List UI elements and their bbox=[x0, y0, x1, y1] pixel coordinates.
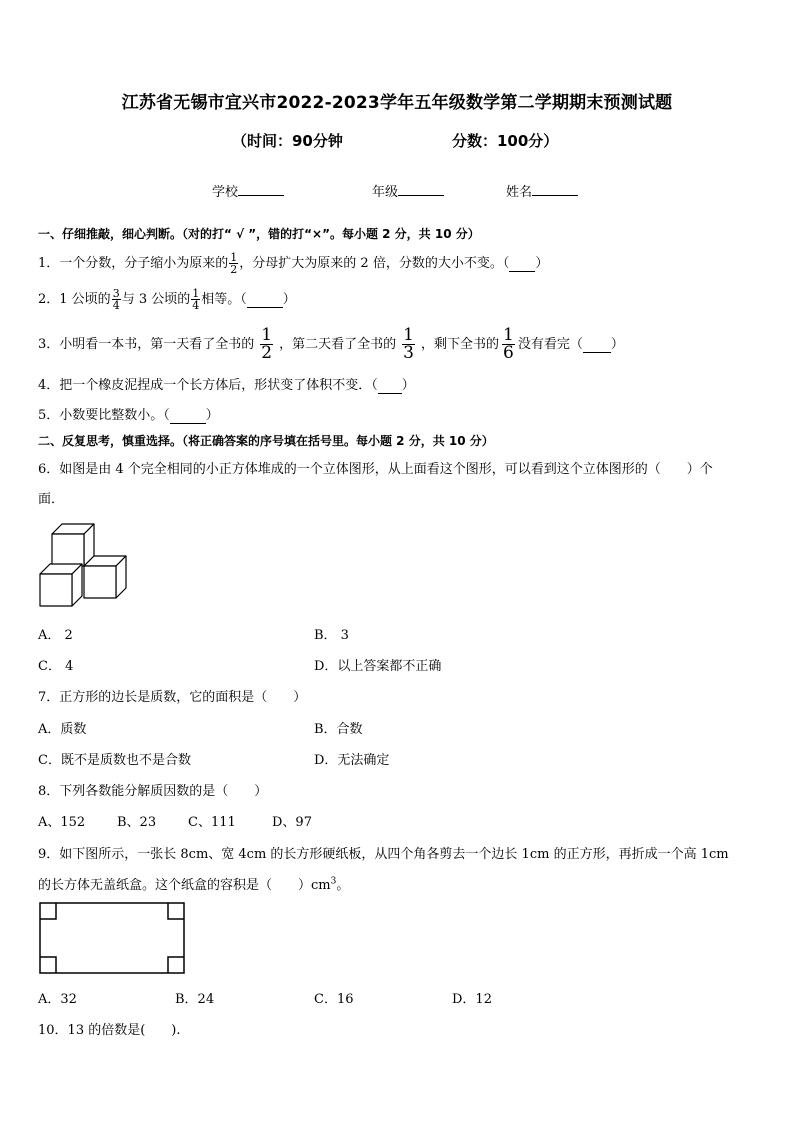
q8-option-c[interactable]: C、111 bbox=[188, 815, 236, 830]
q7-option-a[interactable]: A．质数 bbox=[38, 722, 87, 737]
q2-fraction-1 bbox=[112, 288, 121, 311]
question-10: 10．13 的倍数是( ). bbox=[38, 1023, 181, 1038]
q8-option-a[interactable]: A、152 bbox=[38, 815, 86, 830]
grade-label: 年级 bbox=[372, 185, 399, 200]
q3-fraction-3 bbox=[502, 327, 515, 362]
q3-text-b: ，第二天看了全书的 bbox=[279, 337, 397, 352]
exam-score: 分数：100分） bbox=[452, 132, 559, 150]
q2-text-b: 与 3 公顷的 bbox=[121, 292, 191, 307]
q1-denominator: 2 bbox=[230, 263, 238, 276]
cardboard-figure bbox=[38, 901, 188, 977]
q2-number: 2． bbox=[38, 292, 60, 307]
q3-f2-numerator: 1 bbox=[403, 325, 414, 345]
q4-text-end: ） bbox=[401, 378, 415, 393]
q2-f2-numerator: 1 bbox=[192, 287, 200, 300]
name-label: 姓名 bbox=[506, 185, 533, 200]
section1-heading: 一、仔细推敲，细心判断。（对的打“ √ ”，错的打“×”。每小题 2 分，共 10 分） bbox=[38, 227, 480, 241]
q5-answer-blank[interactable] bbox=[170, 408, 206, 424]
q3-text-c: ，剩下全书的 bbox=[420, 337, 499, 352]
q3-fraction-1 bbox=[260, 327, 273, 362]
school-blank[interactable] bbox=[238, 181, 284, 196]
cube-stack-figure bbox=[38, 522, 128, 610]
top-cube-front-face bbox=[52, 534, 84, 566]
question-5 bbox=[38, 404, 219, 424]
section2-heading: 二、反复思考，慎重选择。（将正确答案的序号填在括号里。每小题 2 分，共 10 分） bbox=[38, 434, 494, 448]
q6-option-d[interactable]: D．以上答案都不正确 bbox=[314, 659, 442, 674]
q1-fraction bbox=[229, 252, 238, 275]
q6-option-b[interactable]: B． 3 bbox=[314, 628, 349, 643]
left-cube-front-face bbox=[40, 574, 72, 606]
q3-number: 3． bbox=[38, 337, 60, 352]
exam-time: （时间：90分钟 bbox=[232, 132, 343, 150]
q3-f2-denominator: 3 bbox=[403, 343, 414, 363]
page-title: 江苏省无锡市宜兴市2022-2023学年五年级数学第二学期期末预测试题 bbox=[121, 93, 673, 113]
q5-text-end: ） bbox=[205, 408, 219, 423]
q3-text-a: 小明看一本书，第一天看了全书的 bbox=[59, 337, 255, 352]
q6-option-a[interactable]: A． 2 bbox=[38, 628, 73, 643]
question-3 bbox=[38, 327, 624, 362]
q7-option-c[interactable]: C．既不是质数也不是合数 bbox=[38, 753, 191, 768]
q8-option-d[interactable]: D、97 bbox=[272, 815, 312, 830]
q3-text-e: ） bbox=[610, 337, 624, 352]
corner-square-top-left bbox=[40, 903, 56, 919]
q2-answer-blank[interactable] bbox=[247, 292, 283, 308]
q4-number: 4． bbox=[38, 378, 60, 393]
q2-fraction-2 bbox=[191, 288, 200, 311]
q9-line-2-text: 的长方体无盖纸盒。这个纸盒的容积是（ ）cm bbox=[38, 878, 331, 893]
school-label: 学校 bbox=[212, 185, 239, 200]
grade-field bbox=[372, 181, 444, 200]
q9-option-b[interactable]: B．24 bbox=[175, 992, 215, 1007]
question-8: 8．下列各数能分解质因数的是（ ） bbox=[38, 784, 268, 799]
grade-blank[interactable] bbox=[398, 181, 444, 196]
q3-answer-blank[interactable] bbox=[583, 337, 611, 353]
q2-f1-denominator: 4 bbox=[112, 299, 120, 312]
q2-f2-denominator: 4 bbox=[192, 299, 200, 312]
q1-number: 1． bbox=[38, 256, 60, 271]
q9-option-c[interactable]: C．16 bbox=[314, 992, 354, 1007]
q1-answer-blank[interactable] bbox=[509, 256, 535, 272]
q9-unit-exponent: 3 bbox=[330, 876, 337, 887]
q5-number: 5． bbox=[38, 408, 60, 423]
q4-answer-blank[interactable] bbox=[378, 378, 402, 394]
question-2 bbox=[38, 288, 296, 311]
name-field bbox=[506, 181, 578, 200]
q6-line-1: 6．如图是由 4 个完全相同的小正方体堆成的一个立体图形，从上面看这个图形，可以看到这个立体图形的（ ）个 bbox=[38, 462, 713, 477]
question-4 bbox=[38, 374, 415, 394]
q2-text-a: 1 公顷的 bbox=[59, 292, 111, 307]
q1-text-a: 一个分数，分子缩小为原来的 bbox=[59, 256, 229, 271]
q2-f1-numerator: 3 bbox=[112, 287, 120, 300]
cardboard-outline bbox=[40, 903, 184, 973]
q1-text-b: ，分母扩大为原来的 2 倍，分数的大小不变。（ bbox=[239, 256, 510, 271]
q3-f3-numerator: 1 bbox=[502, 325, 514, 345]
q4-text: 把一个橡皮泥捏成一个长方体后，形状变了体积不变．（ bbox=[59, 378, 378, 393]
corner-square-bottom-right bbox=[168, 957, 184, 973]
question-1 bbox=[38, 252, 548, 275]
corner-square-bottom-left bbox=[40, 957, 56, 973]
q6-line-2: 面． bbox=[38, 492, 65, 507]
q9-option-a[interactable]: A．32 bbox=[38, 992, 77, 1007]
q1-text-c: ） bbox=[535, 256, 549, 271]
corner-square-top-right bbox=[168, 903, 184, 919]
right-cube-front-face bbox=[84, 566, 116, 598]
q3-f1-numerator: 1 bbox=[261, 325, 273, 345]
question-7: 7．正方形的边长是质数，它的面积是（ ） bbox=[38, 690, 307, 705]
q3-f3-denominator: 6 bbox=[502, 343, 514, 363]
q5-text: 小数要比整数小。（ bbox=[59, 408, 170, 423]
q3-f1-denominator: 2 bbox=[261, 343, 273, 363]
q2-text-c: 相等。（ bbox=[201, 292, 247, 307]
q1-numerator: 1 bbox=[230, 251, 238, 264]
school-field bbox=[212, 181, 284, 200]
q2-text-d: ） bbox=[282, 292, 296, 307]
q9-line-2-end: 。 bbox=[336, 878, 350, 893]
q8-option-b[interactable]: B、23 bbox=[117, 815, 157, 830]
q9-option-d[interactable]: D．12 bbox=[452, 992, 492, 1007]
q3-text-d: 没有看完（ bbox=[517, 337, 583, 352]
q7-option-b[interactable]: B．合数 bbox=[314, 722, 363, 737]
name-blank[interactable] bbox=[532, 181, 578, 196]
q9-line-1: 9．如下图所示，一张长 8cm、宽 4cm 的长方形硬纸板，从四个角各剪去一个边长 1cm 的正方形，再折成一个高 1cm bbox=[38, 847, 729, 862]
q9-line-2 bbox=[38, 874, 349, 893]
q7-option-d[interactable]: D．无法确定 bbox=[314, 753, 390, 768]
q6-option-c[interactable]: C． 4 bbox=[38, 659, 74, 674]
q3-fraction-2 bbox=[402, 327, 415, 362]
